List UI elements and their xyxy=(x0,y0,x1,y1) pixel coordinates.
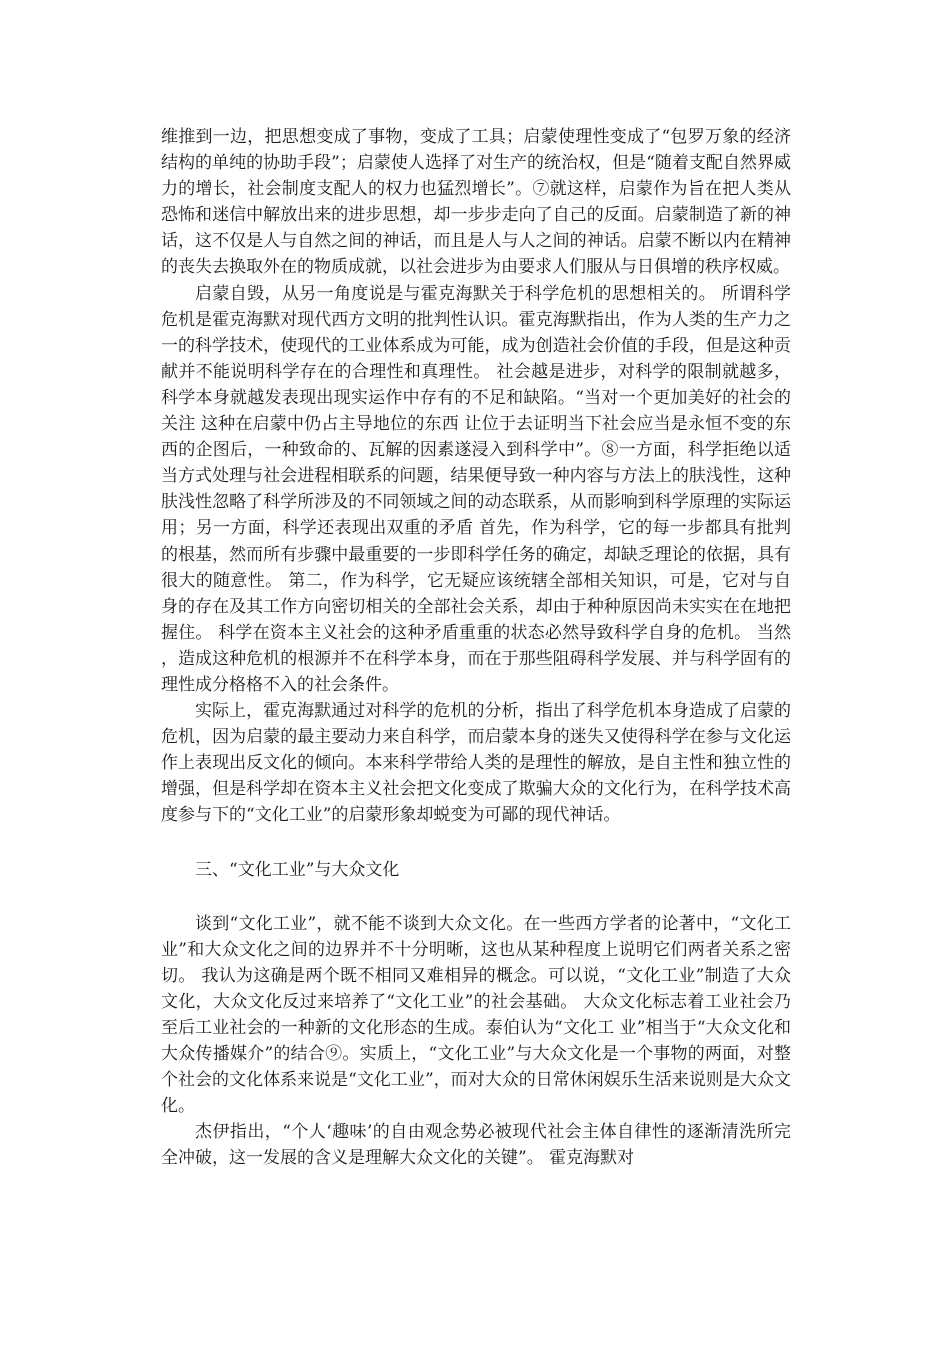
article-body xyxy=(161,124,791,1172)
paragraph-enlightenment-crisis: 实际上，霍克海默通过对科学的危机的分析，指出了科学危机本身造成了启蒙的危机，因为启蒙的最主要动力来自科学，而启蒙本身的迷失又使得科学在参与文化运作上表现出反文化的倾向。本来科学带给人类的是理性的解放，是自主性和独立性的增强，但是科学却在资本主义社会把文化变成了欺骗大众的文化行为，在科学技术高度参与下的“文化工业”的启蒙形象却蜕变为可鄙的现代神话。 xyxy=(161,701,791,826)
section-heading: 三、“文化工业”与大众文化 xyxy=(195,859,400,880)
paragraph-jay-quote: 杰伊指出，“个人‘趣味’的自由观念势必被现代社会主体自律性的逐渐清洗所完全冲破，这一发展的含义是理解大众文化的关键”。 霍克海默对 xyxy=(161,1122,791,1169)
paragraph-continuation: 维推到一边，把思想变成了事物，变成了工具；启蒙使理性变成了“包罗万象的经济结构的单纯的协助手段”；启蒙使人选择了对生产的统治权，但是“随着支配自然界威力的增长，社会制度支配人的权力也猛烈增长”。⑦就这样，启蒙作为旨在把人类从恐怖和迷信中解放出来的进步思想，却一步步走向了自己的反面。启蒙制造了新的神话，这不仅是人与自然之间的神话，而且是人与人之间的神话。启蒙不断以内在精神的丧失去换取外在的物质成就，以社会进步为由要求人们服从与日俱增的秩序权威。 xyxy=(161,127,791,278)
paragraph-mass-culture: 谈到“文化工业”，就不能不谈到大众文化。在一些西方学者的论著中，“文化工业”和大众文化之间的边界并不十分明晰，这也从某种程度上说明它们两者关系之密切。 我认为这确是两个既不相同又难相异的概念。可以说，“文化工业”制造了大众文化，大众文化反过来培养了“文化工业”的社会基础。 大众文化标志着工业社会乃至后工业社会的一种新的文化形态的生成。泰伯认为“文化工 业”相当于“大众文化和大众传播媒介”的结合⑨。实质上，“文化工业”与大众文化是一个事物的两面，对整个社会的文化体系来说是“文化工业”，而对大众的日常休闲娱乐生活来说则是大众文化。 xyxy=(161,913,791,1117)
paragraph-science-crisis: 启蒙自毁，从另一角度说是与霍克海默关于科学危机的思想相关的。 所谓科学危机是霍克海默对现代西方文明的批判性认识。霍克海默指出，作为人类的生产力之一的科学技术，使现代的工业体系成为可能，成为创造社会价值的手段，但是这种贡献并不能说明科学存在的合理性和真理性。 社会越是进步，对科学的限制就越多，科学本身就越发表现出现实运作中存有的不足和缺陷。“当对一个更加美好的社会的关注 这种在启蒙中仍占主导地位的东西 让位于去证明当下社会应当是永恒不变的东西的企图后，一种致命的、瓦解的因素遂浸入到科学中”。⑧一方面，科学拒绝以适当方式处理与社会进程相联系的问题，结果便导致一种内容与方法上的肤浅性，这种肤浅性忽略了科学所涉及的不同领域之间的动态联系，从而影响到科学原理的实际运用；另一方面，科学还表现出双重的矛盾 首先，作为科学，它的每一步都具有批判的根基，然而所有步骤中最重要的一步即科学任务的确定，却缺乏理论的依据，具有很大的随意性。 第二，作为科学，它无疑应该统辖全部相关知识，可是，它对与自身的存在及其工作方向密切相关的全部社会关系，却由于种种原因尚未实实在在地把握住。 科学在资本主义社会的这种矛盾重重的状态必然导致科学自身的危机。 当然，造成这种危机的根源并不在科学本身，而在于那些阻碍科学发展、并与科学固有的理性成分格格不入的社会条件。 xyxy=(161,283,791,695)
